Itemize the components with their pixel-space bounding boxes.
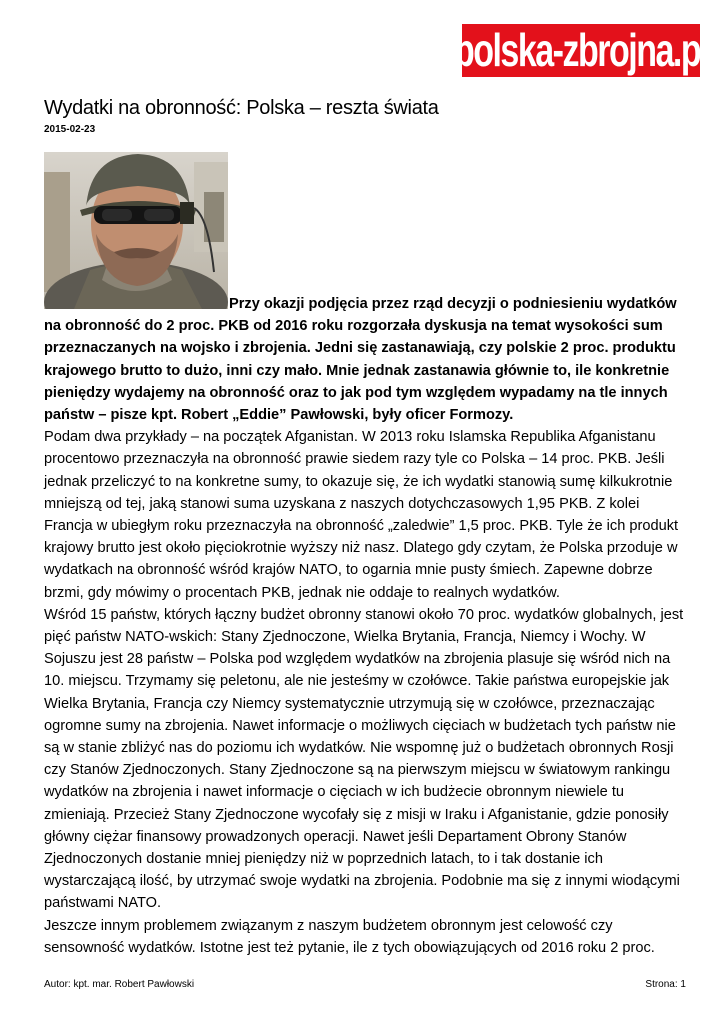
- site-logo-text: polska-zbrojna.pl: [453, 24, 709, 77]
- article-title: Wydatki na obronność: Polska – reszta świata: [44, 97, 439, 119]
- article-body: [44, 152, 684, 959]
- article-paragraph: Podam dwa przykłady – na początek Afganistan. W 2013 roku Islamska Republika Afganistanu procentowo przeznaczyła na obronność prawie siedem razy tyle co Polska – 14 proc. PKB. Jeśli jednak przeliczyć to na konkretne sumy, to okazuje się, że ich wydatki stanowią sumę kilkukrotnie mniejszą od tej, jaką stanowi suma uzyskana z naszych dotychczasowych 1,95 PKB. Z kolei Francja w ubiegłym roku przeznaczyła na obronność „zaledwie” 1,5 proc. PKB. Tyle że ich produkt krajowy brutto jest około pięciokrotnie wyższy niż nasz. Dlatego gdy czytam, że Polska przoduje w wydatkach na obronność wśród krajów NATO, to ogarnia mnie pusty śmiech. Zapewne dobrze brzmi, gdy mówimy o procentach PKB, jednak nie oddaje to realnych wydatków.: [44, 429, 679, 601]
- author-photo: [44, 152, 228, 309]
- footer-page-number: Strona: 1: [645, 979, 686, 990]
- article-paragraph: Jeszcze innym problemem związanym z naszym budżetem obronnym jest celowość czy sensowność wydatków. Istotne jest też pytanie, ile z tych obowiązujących od 2016 roku 2 proc.: [44, 917, 655, 956]
- article-paragraph: Wśród 15 państw, których łączny budżet obronny stanowi około 70 proc. wydatków globalnych, jest pięć państw NATO-wskich: Stany Zjednoczone, Wielka Brytania, Francja, Niemcy i Wochy. W Sojuszu jest 28 państw – Polska pod względem wydatków na zbrojenia plasuje się wśród nich na 10. miejscu. Trzymamy się peletonu, ale nie jesteśmy w czołówce. Takie państwa europejskie jak Wielka Brytania, Francja czy Niemcy systematycznie utrzymują się w czołówce, przeznaczając ogromne sumy na zbrojenia. Nawet informacje o możliwych cięciach w budżetach tych państw nie są w stanie zbliżyć nas do poziomu ich wydatków. Nie wspomnę już o budżetach obronnych Rosji czy Stanów Zjednoczonych. Stany Zjednoczone są na pierwszym miejscu w światowym rankingu wydatków na zbrojenia i nawet informacje o cięciach w ich budżecie obronnym niewiele tu zmieniają. Przecież Stany Zjednoczone wycofały się z misji w Iraku i Afganistanie, gdzie ponosiły główny ciężar finansowy prowadzonych operacji. Nawet jeśli Departament Obrony Stanów Zjednoczonych dostanie mniej pieniędzy niż w poprzednich latach, to i tak dostanie ich wystarczającą ilość, by utrzymać swoje wydatki na zbrojenia. Podobnie ma się z innymi wiodącymi państwami NATO.: [44, 606, 684, 912]
- article-date: 2015-02-23: [44, 124, 96, 135]
- footer-author: Autor: kpt. mar. Robert Pawłowski: [44, 979, 195, 990]
- site-logo[interactable]: [453, 24, 709, 77]
- article-lead: Przy okazji podjęcia przez rząd decyzji o podniesieniu wydatków na obronność do 2 proc. PKB od 2016 roku rozgorzała dyskusja na temat wysokości sum przeznaczanych na wojsko i zbrojenia. Jedni się zastanawiają, czy polskie 2 proc. produktu krajowego brutto to dużo, inni czy mało. Mnie jednak zastanawia głównie to, ile konkretnie pieniędzy wydajemy na obronność oraz to jak pod tym względem wypadamy na tle innych państw – pisze kpt. Robert „Eddie” Pawłowski, były oficer Formozy.: [44, 296, 677, 424]
